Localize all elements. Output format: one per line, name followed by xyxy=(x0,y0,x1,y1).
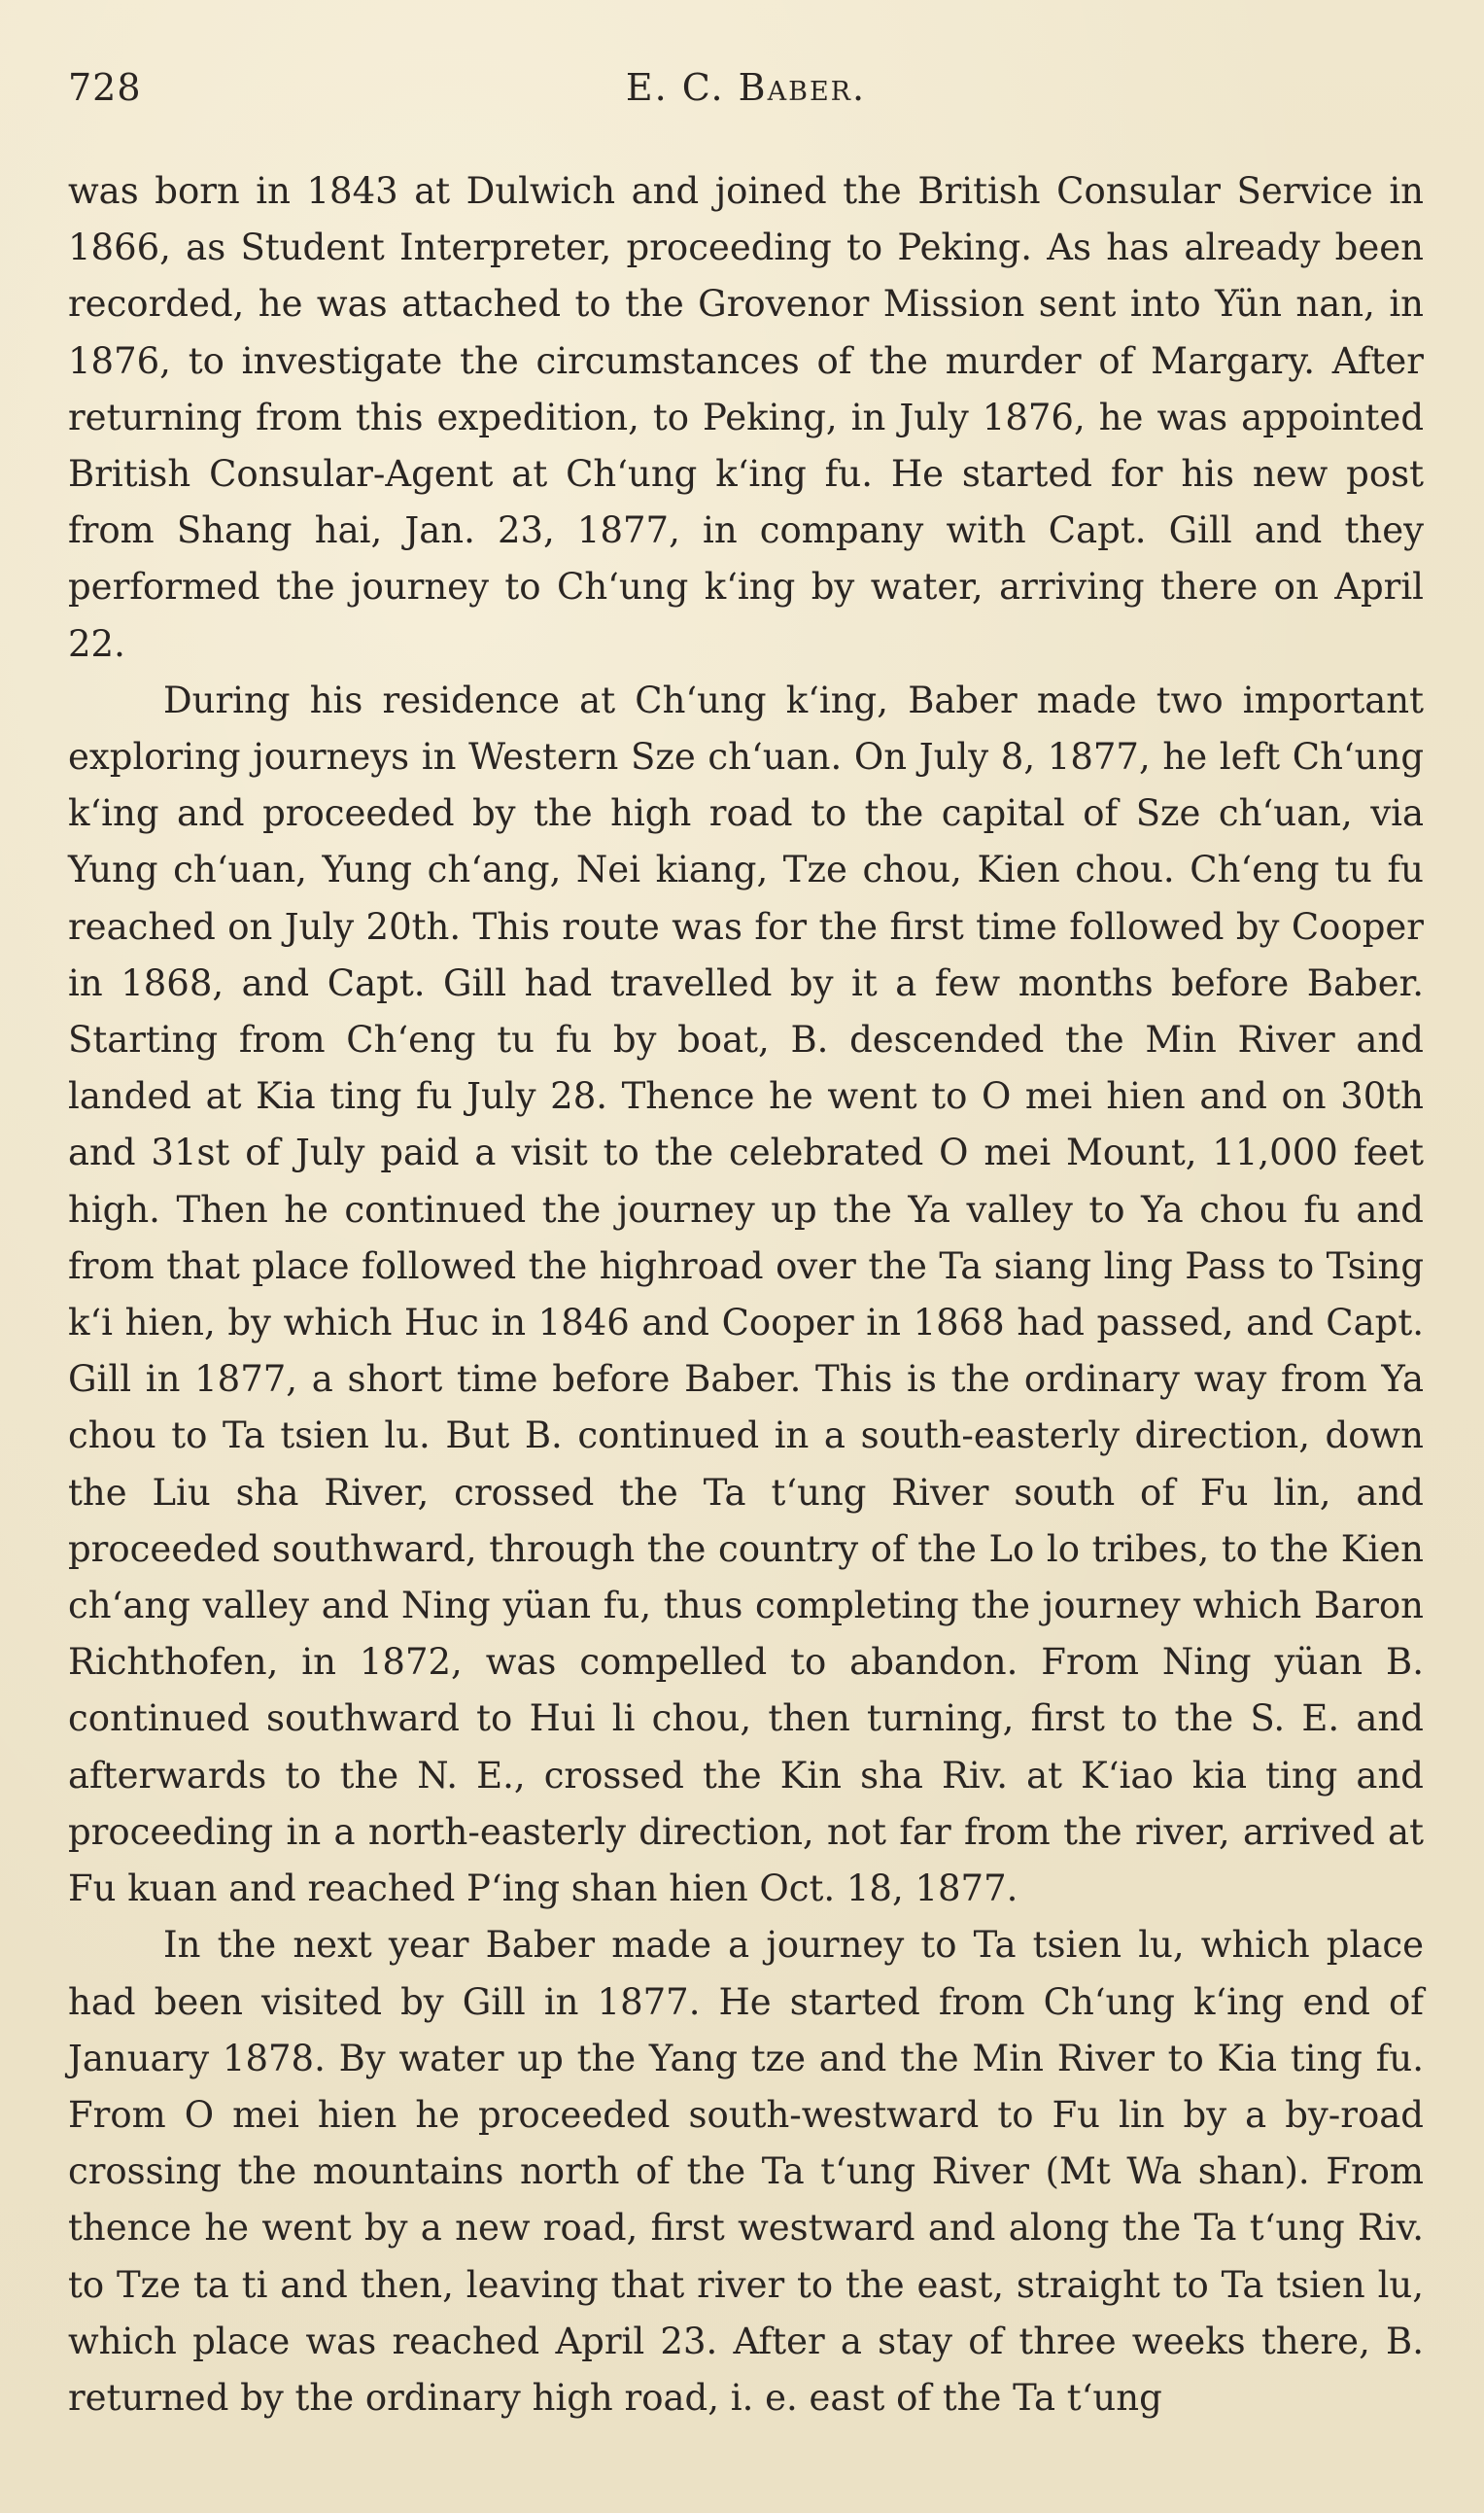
page-header xyxy=(68,66,1424,124)
paragraph-2: During his residence at Chʻung kʻing, Baber made two important exploring journeys in Western Sze chʻuan. On July 8, 1877, he left Chʻung kʻing and proceeded by the high road to the capital of Sze chʻuan, via Yung chʻuan, Yung chʻang, Nei kiang, Tze chou, Kien chou. Chʻeng tu fu reached on July 20th. This route was for the first time followed by Cooper in 1868, and Capt. Gill had travelled by it a few months before Baber. Starting from Chʻeng tu fu by boat, B. descended the Min River and landed at Kia ting fu July 28. Thence he went to O mei hien and on 30th and 31st of July paid a visit to the celebrated O mei Mount, 11,000 feet high. Then he continued the journey up the Ya valley to Ya chou fu and from that place followed the highroad over the Ta siang ling Pass to Tsing kʻi hien, by which Huc in 1846 and Cooper in 1868 had passed, and Capt. Gill in 1877, a short time before Baber. This is the ordinary way from Ya chou to Ta tsien lu. But B. continued in a south-easterly direction, down the Liu sha River, crossed the Ta tʻung River south of Fu lin, and proceeded southward, through the country of the Lo lo tribes, to the Kien chʻang valley and Ning yüan fu, thus completing the journey which Baron Richthofen, in 1872, was compelled to abandon. From Ning yüan B. continued southward to Hui li chou, then turning, first to the S. E. and afterwards to the N. E., crossed the Kin sha Riv. at Kʻiao kia ting and proceeding in a north-easterly direction, not far from the river, arrived at Fu kuan and reached Pʻing shan hien Oct. 18, 1877. xyxy=(68,679,1424,1910)
running-head xyxy=(68,66,1424,109)
running-head-text: E. C. Baber. xyxy=(625,66,867,109)
page-number: 728 xyxy=(68,66,142,109)
body-text xyxy=(68,163,1424,2426)
paragraph-1: was born in 1843 at Dulwich and joined the British Consular Service in 1866, as Student Interpreter, proceeding to Peking. As has already been recorded, he was attached to the Grovenor Mission sent into Yün nan, in 1876, to investigate the circumstances of the murder of Margary. After returning from this expedition, to Peking, in July 1876, he was appointed British Consular-Agent at Chʻung kʻing fu. He started for his new post from Shang hai, Jan. 23, 1877, in company with Capt. Gill and they performed the journey to Chʻung kʻing by water, arriving there on April 22. xyxy=(68,170,1424,665)
paragraph-3: In the next year Baber made a journey to Ta tsien lu, which place had been visited by Gill in 1877. He started from Chʻung kʻing end of January 1878. By water up the Yang tze and the Min River to Kia ting fu. From O mei hien he proceeded south-westward to Fu lin by a by-road crossing the mountains north of the Ta tʻung River (Mt Wa shan). From thence he went by a new road, first westward and along the Ta tʻung Riv. to Tze ta ti and then, leaving that river to the east, straight to Ta tsien lu, which place was reached April 23. After a stay of three weeks there, B. returned by the ordinary high road, i. e. east of the Ta tʻung xyxy=(68,1924,1424,2419)
